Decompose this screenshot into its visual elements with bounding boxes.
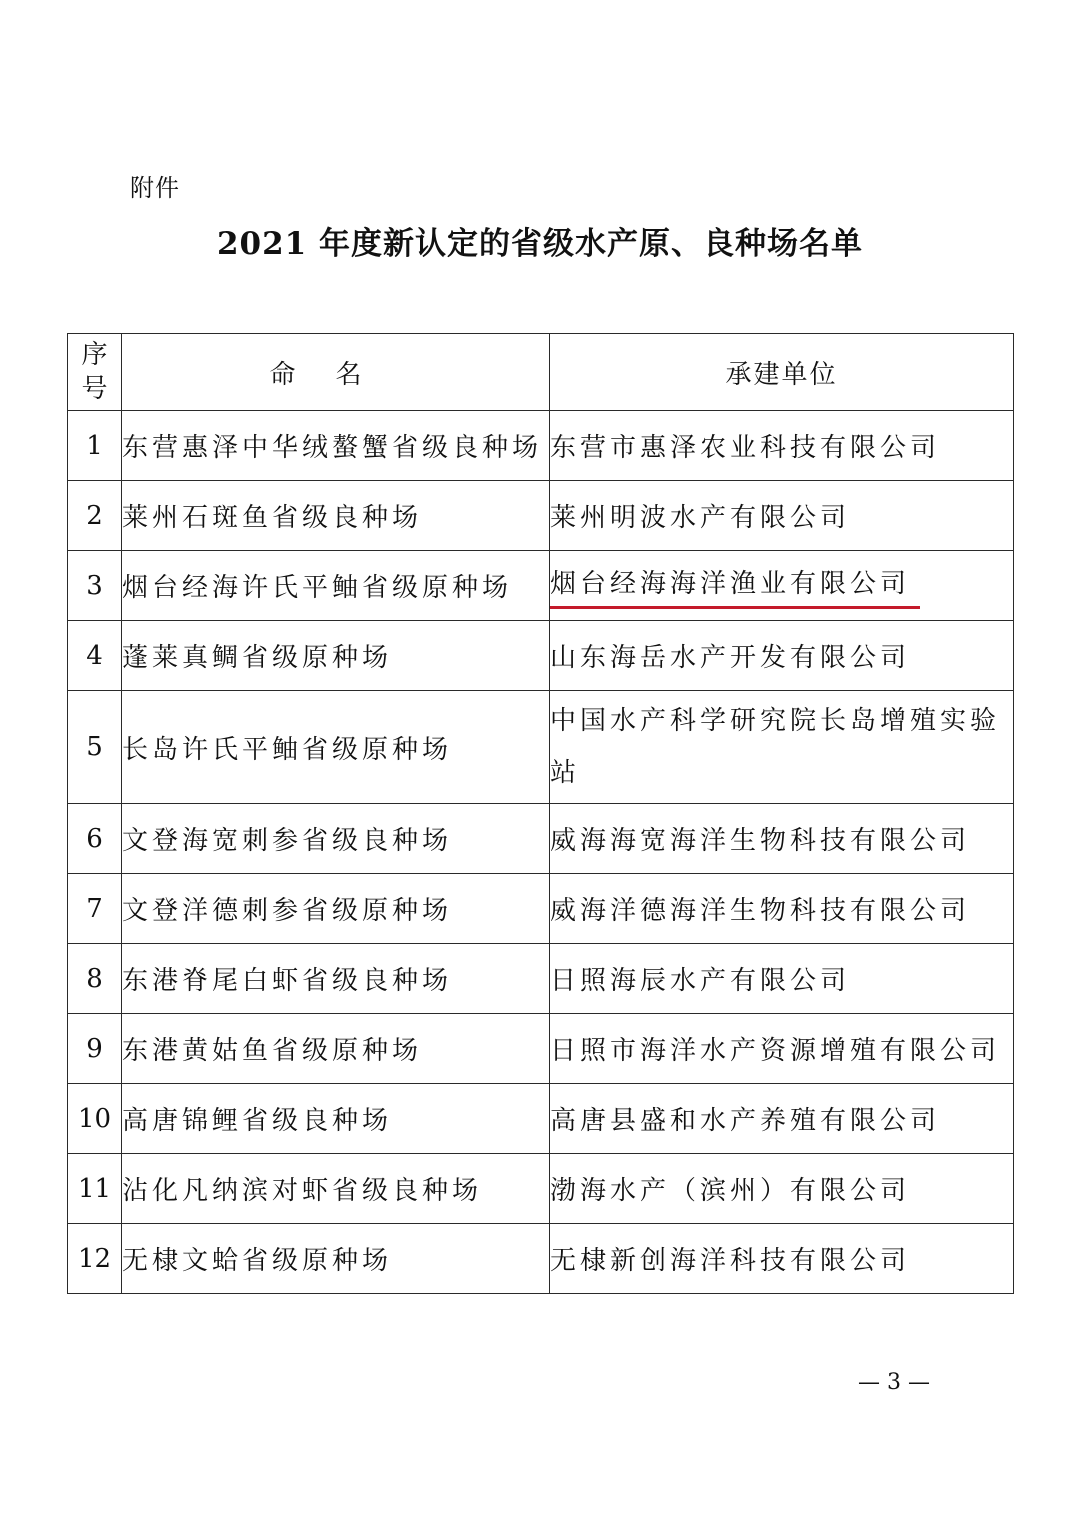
builder-unit: 中国水产科学研究院长岛增殖实验站 (550, 691, 1014, 804)
farm-name: 烟台经海许氏平鲉省级原种场 (122, 551, 550, 621)
row-number: 5 (68, 691, 122, 804)
row-number: 8 (68, 944, 122, 1014)
row-number: 11 (68, 1154, 122, 1224)
table-row (68, 944, 1014, 1014)
farm-name: 文登海宽刺参省级良种场 (122, 804, 550, 874)
table-row (68, 411, 1014, 481)
farm-name: 东港脊尾白虾省级良种场 (122, 944, 550, 1014)
farm-name: 东港黄姑鱼省级原种场 (122, 1014, 550, 1084)
document-title: 2021 年度新认定的省级水产原、良种场名单 (216, 226, 864, 262)
farm-name: 莱州石斑鱼省级良种场 (122, 481, 550, 551)
header-unit: 承建单位 (550, 334, 1014, 411)
builder-unit: 无棣新创海洋科技有限公司 (550, 1224, 1014, 1294)
row-number: 9 (68, 1014, 122, 1084)
farm-name: 长岛许氏平鲉省级原种场 (122, 691, 550, 804)
farm-list-table (67, 333, 1014, 1294)
header-serial-line2: 号 (81, 374, 108, 404)
row-number: 6 (68, 804, 122, 874)
builder-unit: 莱州明波水产有限公司 (550, 481, 1014, 551)
table-row (68, 1224, 1014, 1294)
builder-unit: 高唐县盛和水产养殖有限公司 (550, 1084, 1014, 1154)
table-row (68, 691, 1014, 804)
table-row (68, 804, 1014, 874)
farm-name: 沾化凡纳滨对虾省级良种场 (122, 1154, 550, 1224)
farm-name: 蓬莱真鲷省级原种场 (122, 621, 550, 691)
builder-unit: 日照海辰水产有限公司 (550, 944, 1014, 1014)
header-serial-number (68, 334, 122, 411)
builder-unit: 威海海宽海洋生物科技有限公司 (550, 804, 1014, 874)
table-row (68, 551, 1014, 621)
row-number: 10 (68, 1084, 122, 1154)
farm-name: 文登洋德刺参省级原种场 (122, 874, 550, 944)
table-row (68, 1014, 1014, 1084)
builder-unit-cell (550, 551, 1014, 621)
builder-unit: 山东海岳水产开发有限公司 (550, 621, 1014, 691)
farm-name: 高唐锦鲤省级良种场 (122, 1084, 550, 1154)
header-name: 命名 (122, 334, 550, 411)
builder-unit: 日照市海洋水产资源增殖有限公司 (550, 1014, 1014, 1084)
row-number: 3 (68, 551, 122, 621)
builder-unit: 威海洋德海洋生物科技有限公司 (550, 874, 1014, 944)
farm-name: 无棣文蛤省级原种场 (122, 1224, 550, 1294)
row-number: 12 (68, 1224, 122, 1294)
table-row (68, 874, 1014, 944)
farm-name: 东营惠泽中华绒螯蟹省级良种场 (122, 411, 550, 481)
table-row (68, 621, 1014, 691)
header-serial-line1: 序 (81, 340, 108, 370)
builder-unit-underlined: 烟台经海海洋渔业有限公司 (550, 563, 920, 609)
page-number: — 3 — (858, 1370, 930, 1395)
attachment-label: 附件 (130, 174, 180, 202)
row-number: 2 (68, 481, 122, 551)
table-header-row (68, 334, 1014, 411)
row-number: 4 (68, 621, 122, 691)
builder-unit: 东营市惠泽农业科技有限公司 (550, 411, 1014, 481)
table-row (68, 1084, 1014, 1154)
builder-unit: 渤海水产（滨州）有限公司 (550, 1154, 1014, 1224)
row-number: 1 (68, 411, 122, 481)
table-row (68, 1154, 1014, 1224)
row-number: 7 (68, 874, 122, 944)
table-row (68, 481, 1014, 551)
